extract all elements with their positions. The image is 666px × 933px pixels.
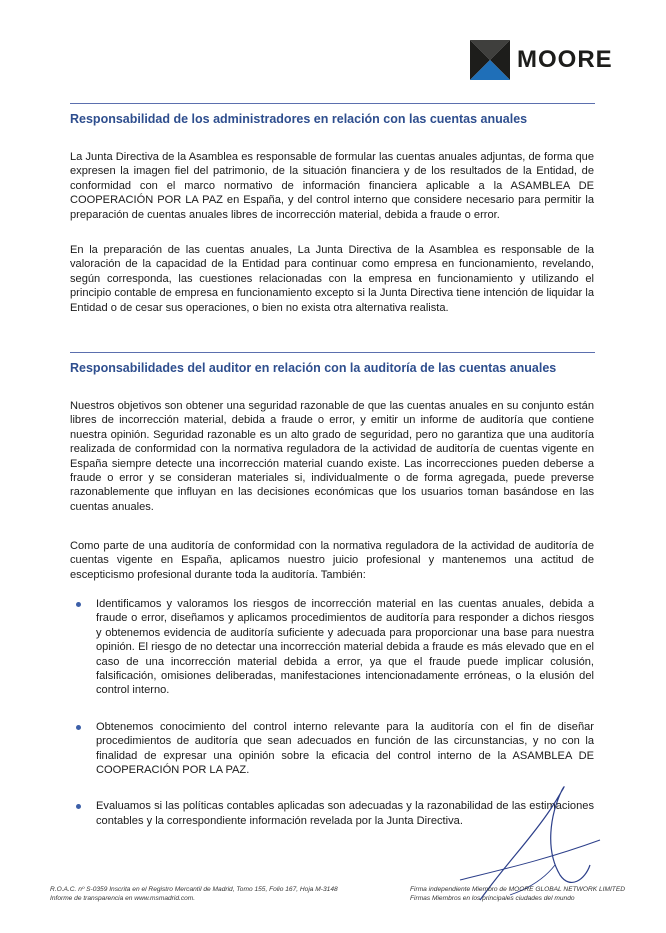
bullet-item [70,597,594,698]
bullet-dot-icon [76,725,81,730]
footer-registry-line: R.O.A.C. nº S-0359 Inscrita en el Registro Mercantil de Madrid, Tomo 155, Folio 167, Hoja M-3148 [50,886,338,893]
paragraph-admin-2: En la preparación de las cuentas anuales, La Junta Directiva de la Asamblea es responsable de la valoración de la capacidad de la Entidad para continuar como empresa en funcionamiento, revelando, según corresponda, las cuestiones relacionadas con la empresa en funcionamiento y utilizando el principio contable de empresa en funcionamiento excepto si la Junta Directiva tiene intención de liquidar la Entidad o de cesar sus operaciones, o bien no exista otra alternativa realista. [70,244,594,314]
footer-network-line: Firma independiente Miembro de MOORE GLOBAL NETWORK LIMITED [410,886,625,893]
bullet-dot-icon [76,804,81,809]
paragraph-admin-1: La Junta Directiva de la Asamblea es responsable de formular las cuentas anuales adjuntas, de forma que expresen la imagen fiel del patrimonio, de la situación financiera y de los resultados de la Entidad, de conformidad con el marco normativo de información financiera aplicable a la ASAMBLEA DE COOPERACIÓN POR LA PAZ en España, y del control interno que considere necesario para permitir la preparación de cuentas anuales libres de incorrección material, debida a fraude o error. [70,151,594,221]
section-heading-admin: Responsabilidad de los administradores en relación con las cuentas anuales [70,103,595,126]
moore-logo [470,40,613,80]
section-heading-auditor: Responsabilidades del auditor en relación con la auditoría de las cuentas anuales [70,352,595,375]
bullet-text: Identificamos y valoramos los riesgos de incorrección material en las cuentas anuales, debida a fraude o error, diseñamos y aplicamos procedimientos de auditoría para responder a dichos riesgos y obtenemos evidencia de auditoría suficiente y adecuada para proporcionar una base para nuestra opinión. El riesgo de no detectar una incorrección material debida a fraude es más elevado que en el caso de una incorrección material debida a error, ya que el fraude puede implicar colusión, falsificación, omisiones deliberadas, manifestaciones intencionadamente erróneas, o la elusión del control interno. [96,598,594,697]
bullet-dot-icon [76,602,81,607]
paragraph-auditor-2: Como parte de una auditoría de conformidad con la normativa reguladora de la actividad de auditoría de cuentas vigente en España, aplicamos nuestro juicio profesional y mantenemos una actitud de escepticismo profesional durante toda la auditoría. También: [70,540,594,581]
bullet-text: Evaluamos si las políticas contables aplicadas son adecuadas y la razonabilidad de las estimaciones contables y la correspondiente información revelada por la Junta Directiva. [96,800,594,827]
bullet-text: Obtenemos conocimiento del control interno relevante para la auditoría con el fin de diseñar procedimientos de auditoría que sean adecuados en función de las circunstancias, y no con la finalidad de expresar una opinión sobre la eficacia del control interno de la ASAMBLEA DE COOPERACIÓN POR LA PAZ. [96,720,594,777]
bullet-item [70,720,594,778]
footer-network [410,885,625,903]
footer-registry [50,885,338,903]
brand-name: MOORE [517,46,613,73]
footer-members-line: Firmas Miembros en los principales ciudades del mundo [410,895,575,902]
footer-transparency-line: Informe de transparencia en www.msmadrid.com. [50,895,196,902]
paragraph-auditor-1: Nuestros objetivos son obtener una seguridad razonable de que las cuentas anuales en su conjunto están libres de incorrección material, debida a fraude o error, y emitir un informe de auditoría que contiene nuestra opinión. Seguridad razonable es un alto grado de seguridad, pero no garantiza que una auditoría realizada de conformidad con la normativa reguladora de la actividad de auditoría de cuentas vigente en España siempre detecte una incorrección material cuando existe. Las incorrecciones pueden deberse a fraude o error y se consideran materiales si, individualmente o de forma agregada, puede preverse razonablemente que influyan en las decisiones económicas que los usuarios toman basándose en las cuentas anuales. [70,400,594,513]
moore-logo-icon [470,40,510,80]
